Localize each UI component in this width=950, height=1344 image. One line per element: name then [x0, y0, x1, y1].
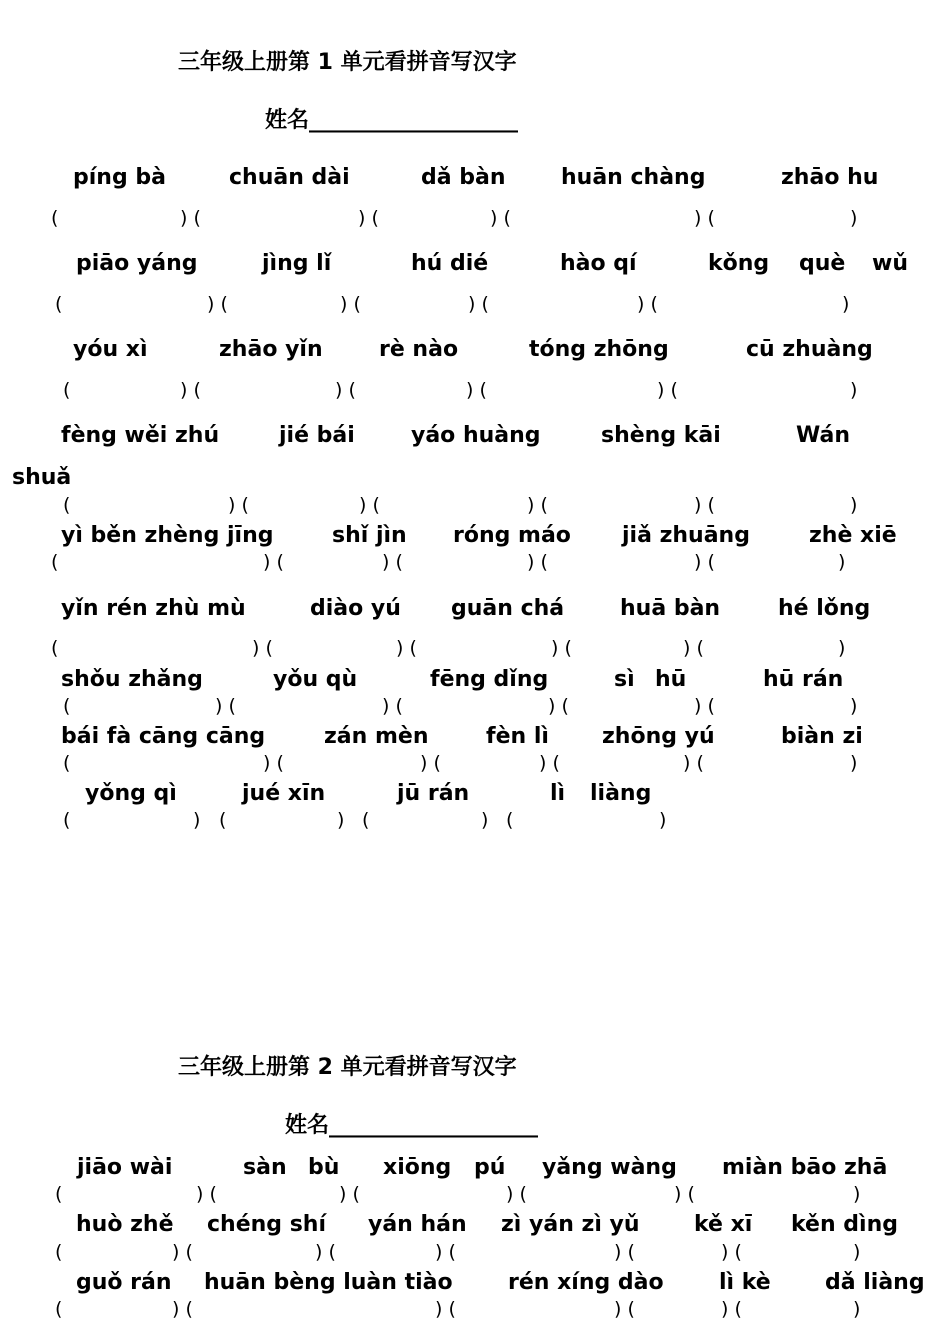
- pinyin-item: hào qí: [560, 251, 637, 276]
- answer-paren: ) (: [657, 379, 678, 401]
- answer-paren: ): [850, 695, 858, 717]
- answer-paren: ) (: [466, 379, 487, 401]
- answer-paren: ) (: [215, 695, 236, 717]
- answer-paren: ): [481, 809, 489, 831]
- pinyin-item: huā bàn: [620, 596, 721, 621]
- answer-paren: ): [853, 1298, 861, 1320]
- pinyin-item: dǎ bàn: [421, 165, 506, 190]
- answer-paren: ) (: [396, 637, 417, 659]
- answer-paren: ) (: [694, 695, 715, 717]
- answer-paren: ) (: [683, 637, 704, 659]
- answer-paren: (: [51, 637, 59, 659]
- pinyin-item: cū zhuàng: [746, 337, 873, 362]
- pinyin-item: bái fà cāng cāng: [61, 724, 266, 749]
- answer-paren: ) (: [674, 1183, 695, 1205]
- answer-paren: ) (: [382, 551, 403, 573]
- answer-paren: ) (: [252, 637, 273, 659]
- answer-paren: (: [55, 1241, 63, 1263]
- pinyin-item: shǒu zhǎng: [61, 667, 203, 692]
- pinyin-item: liàng: [590, 781, 652, 806]
- pinyin-item: guǒ rán: [76, 1270, 172, 1295]
- answer-paren: ) (: [468, 293, 489, 315]
- answer-paren: ): [838, 551, 846, 573]
- pinyin-item: yì běn zhèng jīng: [61, 523, 274, 548]
- answer-paren: (: [63, 809, 71, 831]
- answer-paren: (: [51, 551, 59, 573]
- answer-paren: ) (: [263, 551, 284, 573]
- pinyin-item: pú: [474, 1155, 506, 1180]
- answer-paren: ): [337, 809, 345, 831]
- pinyin-item: dǎ liàng: [825, 1270, 925, 1295]
- answer-paren: (: [55, 1298, 63, 1320]
- answer-paren: ) (: [527, 551, 548, 573]
- answer-paren: (: [219, 809, 227, 831]
- answer-paren: ) (: [180, 379, 201, 401]
- answer-paren: ) (: [435, 1298, 456, 1320]
- pinyin-item: kǒng: [708, 251, 770, 276]
- answer-paren: ) (: [435, 1241, 456, 1263]
- pinyin-item: bù: [308, 1155, 340, 1180]
- answer-paren: ) (: [694, 551, 715, 573]
- pinyin-item: lì: [550, 781, 566, 806]
- answer-paren: ) (: [382, 695, 403, 717]
- answer-paren: (: [63, 752, 71, 774]
- answer-paren: ) (: [551, 637, 572, 659]
- answer-paren: ) (: [207, 293, 228, 315]
- pinyin-item: wǔ: [872, 251, 908, 276]
- answer-paren: ) (: [263, 752, 284, 774]
- answer-paren: ) (: [527, 494, 548, 516]
- pinyin-item: piāo yáng: [76, 251, 198, 276]
- pinyin-item: zhāo yǐn: [219, 337, 323, 362]
- unit1-title: 三年级上册第 1 单元看拼音写汉字: [178, 50, 517, 75]
- answer-paren: (: [55, 293, 63, 315]
- pinyin-item: kě xī: [694, 1212, 753, 1237]
- pinyin-item: kěn dìng: [791, 1212, 898, 1237]
- answer-paren: ): [838, 637, 846, 659]
- pinyin-item: jié bái: [279, 423, 355, 448]
- pinyin-item: yǒu qù: [273, 667, 358, 692]
- pinyin-item: shǐ jìn: [332, 523, 407, 548]
- answer-paren: ): [850, 207, 858, 229]
- answer-paren: ): [659, 809, 667, 831]
- pinyin-item: sàn: [243, 1155, 287, 1180]
- pinyin-item: xiōng: [383, 1155, 452, 1180]
- pinyin-item: yán hán: [368, 1212, 467, 1237]
- answer-paren: ) (: [172, 1241, 193, 1263]
- pinyin-item: tóng zhōng: [529, 337, 669, 362]
- pinyin-item: jiǎ zhuāng: [622, 523, 750, 548]
- pinyin-item: rè nào: [379, 337, 459, 362]
- answer-paren: ) (: [683, 752, 704, 774]
- pinyin-item: fēng dǐng: [430, 667, 549, 692]
- answer-paren: ) (: [339, 1183, 360, 1205]
- answer-paren: ) (: [180, 207, 201, 229]
- pinyin-item: jiāo wài: [77, 1155, 173, 1180]
- pinyin-item: jìng lǐ: [262, 251, 332, 276]
- answer-paren: ) (: [359, 494, 380, 516]
- pinyin-item: lì kè: [719, 1270, 771, 1295]
- answer-paren: ) (: [539, 752, 560, 774]
- answer-paren: ) (: [315, 1241, 336, 1263]
- answer-paren: (: [63, 494, 71, 516]
- answer-paren: ) (: [694, 207, 715, 229]
- answer-paren: ) (: [358, 207, 379, 229]
- pinyin-item: hú dié: [411, 251, 489, 276]
- answer-paren: ) (: [614, 1241, 635, 1263]
- pinyin-item: rén xíng dào: [508, 1270, 664, 1295]
- pinyin-item: huān chàng: [561, 165, 706, 190]
- answer-paren: ): [842, 293, 850, 315]
- unit1-name-field: 姓名___________________: [265, 108, 519, 133]
- pinyin-item: hū rán: [763, 667, 844, 692]
- pinyin-item: zhōng yú: [602, 724, 715, 749]
- pinyin-item: què: [799, 251, 846, 276]
- answer-paren: ) (: [721, 1241, 742, 1263]
- answer-paren: (: [506, 809, 514, 831]
- pinyin-item: hé lǒng: [778, 596, 871, 621]
- answer-paren: (: [63, 379, 71, 401]
- pinyin-item: huò zhě: [76, 1212, 174, 1237]
- unit2-title: 三年级上册第 2 单元看拼音写汉字: [178, 1055, 517, 1080]
- answer-paren: ): [193, 809, 201, 831]
- pinyin-item: zì yán zì yǔ: [501, 1212, 640, 1237]
- pinyin-item: hū: [655, 667, 687, 692]
- pinyin-item: jū rán: [397, 781, 470, 806]
- answer-paren: ) (: [637, 293, 658, 315]
- pinyin-item: diào yú: [310, 596, 401, 621]
- pinyin-item: píng bà: [73, 165, 166, 190]
- pinyin-item: chéng shí: [207, 1212, 326, 1237]
- answer-paren: (: [51, 207, 59, 229]
- pinyin-item: yǎng wàng: [542, 1155, 677, 1180]
- answer-paren: ) (: [694, 494, 715, 516]
- answer-paren: ) (: [228, 494, 249, 516]
- answer-paren: ) (: [420, 752, 441, 774]
- pinyin-item: yǐn rén zhù mù: [61, 596, 246, 621]
- answer-paren: ): [850, 379, 858, 401]
- unit2-name-field: 姓名___________________: [285, 1113, 539, 1138]
- answer-paren: ): [850, 752, 858, 774]
- pinyin-item: zhāo hu: [781, 165, 879, 190]
- pinyin-item: fèn lì: [486, 724, 549, 749]
- pinyin-item: chuān dài: [229, 165, 350, 190]
- answer-paren: ) (: [335, 379, 356, 401]
- answer-paren: ) (: [490, 207, 511, 229]
- answer-paren: ) (: [721, 1298, 742, 1320]
- pinyin-item: biàn zi: [781, 724, 863, 749]
- pinyin-item: shèng kāi: [601, 423, 721, 448]
- answer-paren: ) (: [614, 1298, 635, 1320]
- pinyin-item: yáo huàng: [411, 423, 541, 448]
- answer-paren: ): [853, 1183, 861, 1205]
- pinyin-item: róng máo: [453, 523, 571, 548]
- pinyin-item: zán mèn: [324, 724, 429, 749]
- pinyin-item: zhè xiē: [809, 523, 897, 548]
- pinyin-item: fèng wěi zhú: [61, 423, 220, 448]
- pinyin-item: miàn bāo zhā: [722, 1155, 888, 1180]
- pinyin-item: jué xīn: [242, 781, 326, 806]
- answer-paren: ) (: [340, 293, 361, 315]
- answer-paren: ) (: [506, 1183, 527, 1205]
- answer-paren: ): [850, 494, 858, 516]
- answer-paren: (: [55, 1183, 63, 1205]
- answer-paren: ) (: [196, 1183, 217, 1205]
- pinyin-item: yóu xì: [73, 337, 148, 362]
- pinyin-item: huān bèng luàn tiào: [204, 1270, 453, 1295]
- answer-paren: (: [362, 809, 370, 831]
- pinyin-item: guān chá: [451, 596, 565, 621]
- pinyin-item: shuǎ: [12, 465, 72, 490]
- pinyin-item: yǒng qì: [85, 781, 177, 806]
- answer-paren: ): [853, 1241, 861, 1263]
- answer-paren: (: [63, 695, 71, 717]
- answer-paren: ) (: [172, 1298, 193, 1320]
- answer-paren: ) (: [548, 695, 569, 717]
- pinyin-item: Wán: [796, 423, 850, 448]
- pinyin-item: sì: [614, 667, 635, 692]
